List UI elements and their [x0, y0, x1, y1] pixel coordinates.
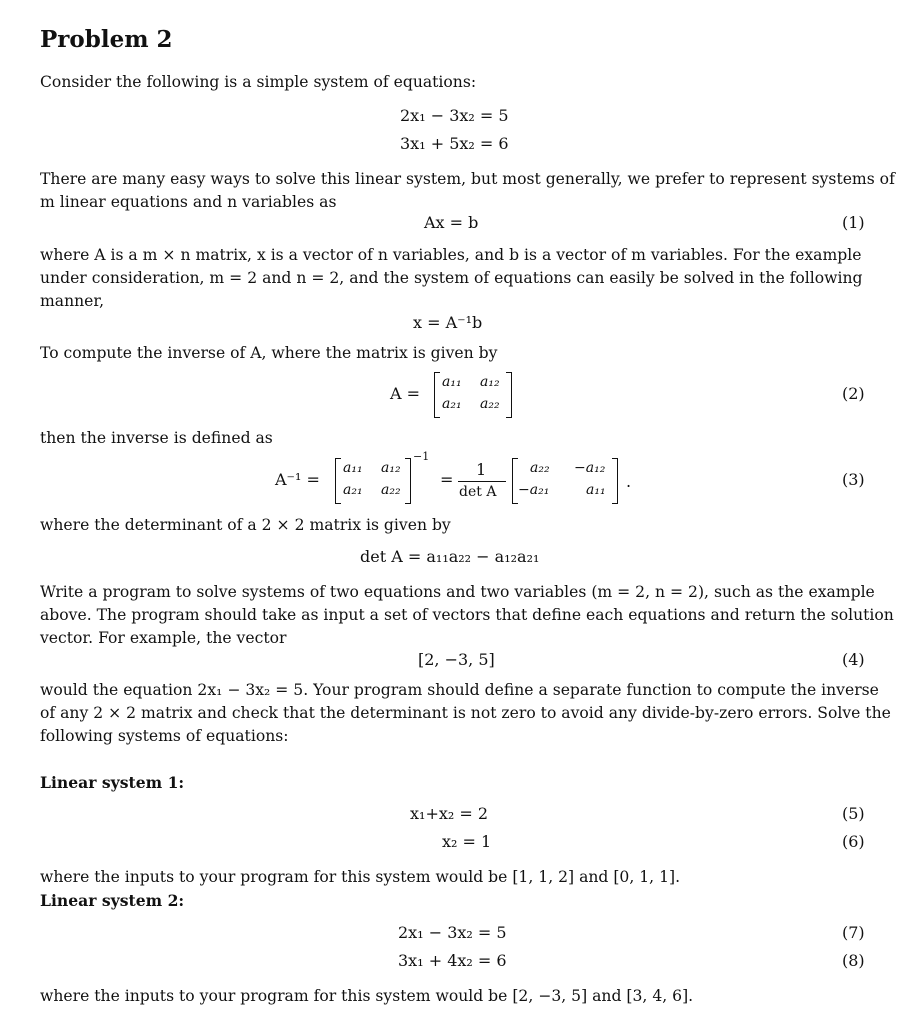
- problem-title: Problem 2: [40, 26, 173, 53]
- adjugate-m11: a₂₂: [530, 460, 550, 476]
- equation-b: 3x₁ + 5x₂ = 6: [400, 134, 509, 153]
- matrix-a22: a₂₂: [381, 482, 401, 498]
- matrix-a11: a₁₁: [442, 374, 462, 390]
- paragraph-3: To compute the inverse of A, where the matrix is given by: [40, 344, 498, 362]
- paragraph-6-line-3: vector. For example, the vector: [40, 629, 287, 647]
- paragraph-7-line-2: of any 2 × 2 matrix and check that the determinant is not zero to avoid any divide-by-zero errors. Solve the: [40, 704, 891, 722]
- matrix-a12: a₁₂: [480, 374, 500, 390]
- equation-2-lhs: A =: [390, 384, 421, 403]
- equation-7-number: (7): [842, 923, 865, 942]
- equation-7: 2x₁ − 3x₂ = 5: [398, 923, 507, 942]
- matrix-A-inverse: [335, 458, 411, 504]
- equation-4: [2, −3, 5]: [418, 650, 495, 669]
- matrix-right-bracket: [506, 372, 512, 418]
- equation-3-equals: =: [440, 470, 454, 489]
- equation-8-number: (8): [842, 951, 865, 970]
- paragraph-6-line-1: Write a program to solve systems of two equations and two variables (m = 2, n = 2), such as the example: [40, 583, 875, 601]
- adjugate-m12: −a₁₂: [574, 460, 606, 476]
- equation-6: x₂ = 1: [442, 832, 492, 851]
- matrix-A: [434, 372, 512, 418]
- equation-a: 2x₁ − 3x₂ = 5: [400, 106, 509, 125]
- linear-system-1-title: Linear system 1:: [40, 773, 185, 792]
- equation-6-number: (6): [842, 832, 865, 851]
- fraction-numerator: 1: [476, 460, 487, 479]
- adjugate-matrix: [512, 458, 618, 504]
- equation-8: 3x₁ + 4x₂ = 6: [398, 951, 507, 970]
- matrix-left-bracket: [335, 458, 341, 504]
- determinant-equation: det A = a₁₁a₂₂ − a₁₂a₂₁: [360, 547, 540, 566]
- paragraph-2-line-1: where A is a m × n matrix, x is a vector of n variables, and b is a vector of m variables. For the example: [40, 246, 862, 264]
- fraction-bar: [458, 481, 506, 482]
- matrix-a22: a₂₂: [480, 396, 500, 412]
- equation-4-number: (4): [842, 650, 865, 669]
- system-2-inputs: where the inputs to your program for this system would be [2, −3, 5] and [3, 4, 6].: [40, 987, 694, 1005]
- equation-3-lhs: A⁻¹ =: [275, 470, 320, 489]
- fraction-denominator: det A: [459, 484, 497, 500]
- system-1-inputs: where the inputs to your program for this system would be [1, 1, 2] and [0, 1, 1].: [40, 868, 681, 886]
- linear-system-2-title: Linear system 2:: [40, 891, 185, 910]
- paragraph-6-line-2: above. The program should take as input a set of vectors that define each equations and return the solution: [40, 606, 894, 624]
- paragraph-1-line-1: There are many easy ways to solve this linear system, but most generally, we prefer to represent systems of: [40, 170, 895, 188]
- equation-3-number: (3): [842, 470, 865, 489]
- paragraph-1-line-2: m linear equations and n variables as: [40, 193, 337, 211]
- matrix-left-bracket: [434, 372, 440, 418]
- equation-5: x₁+x₂ = 2: [410, 804, 489, 823]
- matrix-right-bracket: [405, 458, 411, 504]
- inverse-exponent: −1: [413, 450, 430, 463]
- paragraph-2-line-2: under consideration, m = 2 and n = 2, and the system of equations can easily be solved in the following: [40, 269, 863, 287]
- matrix-a21: a₂₁: [343, 482, 363, 498]
- paragraph-7-line-3: following systems of equations:: [40, 727, 289, 745]
- equation-1-number: (1): [842, 213, 865, 232]
- paragraph-2-line-3: manner,: [40, 292, 105, 310]
- equation-2-number: (2): [842, 384, 865, 403]
- adjugate-m21: −a₂₁: [518, 482, 550, 498]
- adjugate-m22: a₁₁: [586, 482, 606, 498]
- inverse-solution-equation: x = A⁻¹b: [413, 313, 483, 332]
- intro-text: Consider the following is a simple system of equations:: [40, 73, 477, 91]
- equation-5-number: (5): [842, 804, 865, 823]
- matrix-a12: a₁₂: [381, 460, 401, 476]
- paragraph-4: then the inverse is defined as: [40, 429, 273, 447]
- equation-3-period: .: [626, 472, 632, 491]
- paragraph-7-line-1: would the equation 2x₁ − 3x₂ = 5. Your program should define a separate function to compute the inverse: [40, 681, 879, 699]
- matrix-a21: a₂₁: [442, 396, 462, 412]
- matrix-right-bracket: [612, 458, 618, 504]
- matrix-a11: a₁₁: [343, 460, 363, 476]
- equation-1: Ax = b: [424, 213, 479, 232]
- paragraph-5: where the determinant of a 2 × 2 matrix is given by: [40, 516, 451, 534]
